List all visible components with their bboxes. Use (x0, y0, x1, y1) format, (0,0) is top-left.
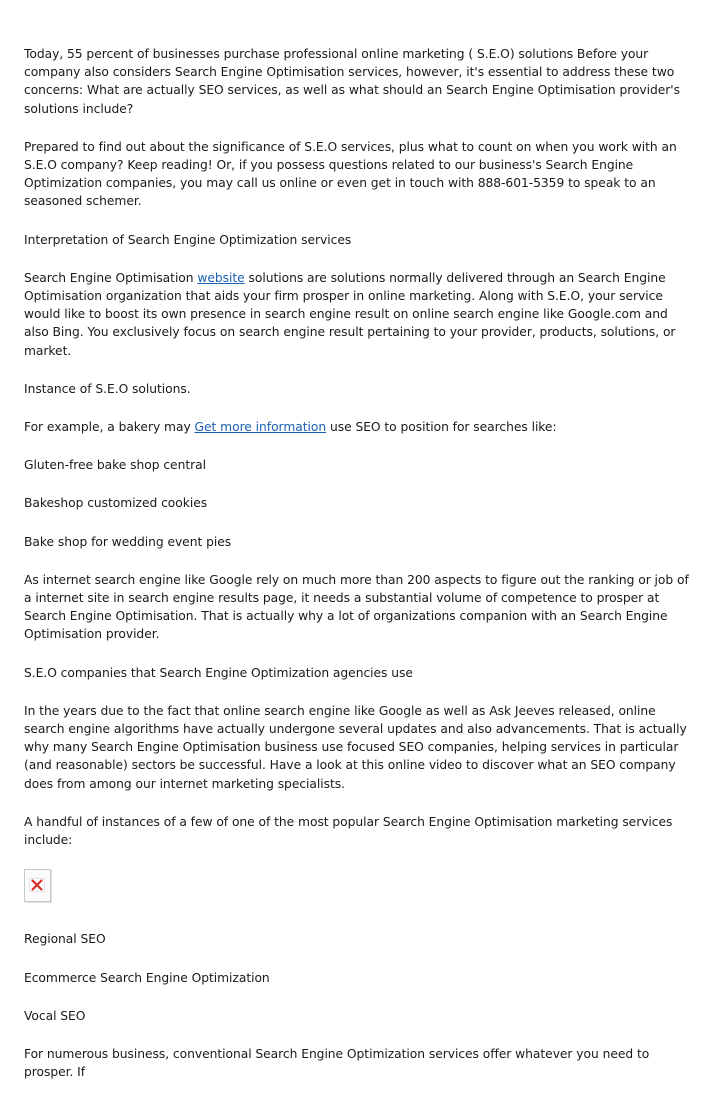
broken-image-icon (24, 869, 51, 902)
heading-instance: Instance of S.E.O solutions. (24, 381, 191, 396)
website-link[interactable]: website (197, 270, 245, 285)
article-body (24, 45, 696, 1101)
paragraph-prepared: Prepared to find out about the significance of S.E.O services, plus what to count on when you work with an S.E.O company? Keep reading! Or, if you possess questions related to our business's Search Engine Optimization companies, you may call us online or even get in touch with 888-601-5359 to speak to an seasoned schemer. (24, 139, 677, 209)
list-item-ecommerce-seo: Ecommerce Search Engine Optimization (24, 970, 270, 985)
paragraph-conventional: For numerous business, conventional Search Engine Optimization services offer whatever you need to prosper. If (24, 1046, 650, 1080)
get-more-information-link[interactable]: Get more information (194, 420, 327, 435)
paragraph-popular-services: A handful of instances of a few of one of the most popular Search Engine Optimisation marketing services include: (24, 814, 673, 848)
paragraph-example (24, 418, 696, 436)
heading-interpretation: Interpretation of Search Engine Optimization services (24, 232, 352, 247)
list-item-vocal-seo: Vocal SEO (24, 1008, 86, 1023)
paragraph-algorithms: In the years due to the fact that online search engine like Google as well as Ask Jeeves released, online search engine algorithms have actually undergone several updates and also advancements. That is actually why many Search Engine Optimisation business use focused SEO companies, helping services in particular (and reasonable) sectors be successful. Have a look at this online video to discover what an SEO company does from among our internet marketing specialists. (24, 703, 687, 791)
example-text-start: For example, a bakery may (24, 420, 195, 435)
list-item-gluten-free: Gluten-free bake shop central (24, 458, 206, 473)
heading-seo-companies: S.E.O companies that Search Engine Optimization agencies use (24, 665, 413, 680)
paragraph-intro: Today, 55 percent of businesses purchase professional online marketing ( S.E.O) solutions Before your company also considers Search Engine Optimisation services, however, it's essential to address these two concerns: What are actually SEO services, as well as what should an Search Engine Optimisation provider's solutions include? (24, 47, 680, 116)
list-item-regional-seo: Regional SEO (24, 932, 106, 947)
list-item-custom-cookies: Bakeshop customized cookies (24, 496, 208, 511)
list-item-wedding-pies: Bake shop for wedding event pies (24, 534, 232, 549)
paragraph-definition (24, 269, 696, 360)
definition-text-start: Search Engine Optimisation (24, 270, 198, 285)
example-text-end: use SEO to position for searches like: (326, 420, 557, 435)
definition-text-end: solutions are solutions normally delivered through an Search Engine Optimisation organization that aids your firm prosper in online marketing. Along with S.E.O, your service would like to boost its own presence in search engine result on online search engine like Google.com and also Bing. You exclusively focus on search engine result pertaining to your provider, products, solutions, or market. (24, 270, 676, 358)
paragraph-ranking: As internet search engine like Google rely on much more than 200 aspects to figure out the ranking or job of a internet site in search engine results page, it needs a substantial volume of competence to prosper at Search Engine Optimisation. That is actually why a lot of organizations companion with an Search Engine Optimisation provider. (24, 572, 689, 642)
